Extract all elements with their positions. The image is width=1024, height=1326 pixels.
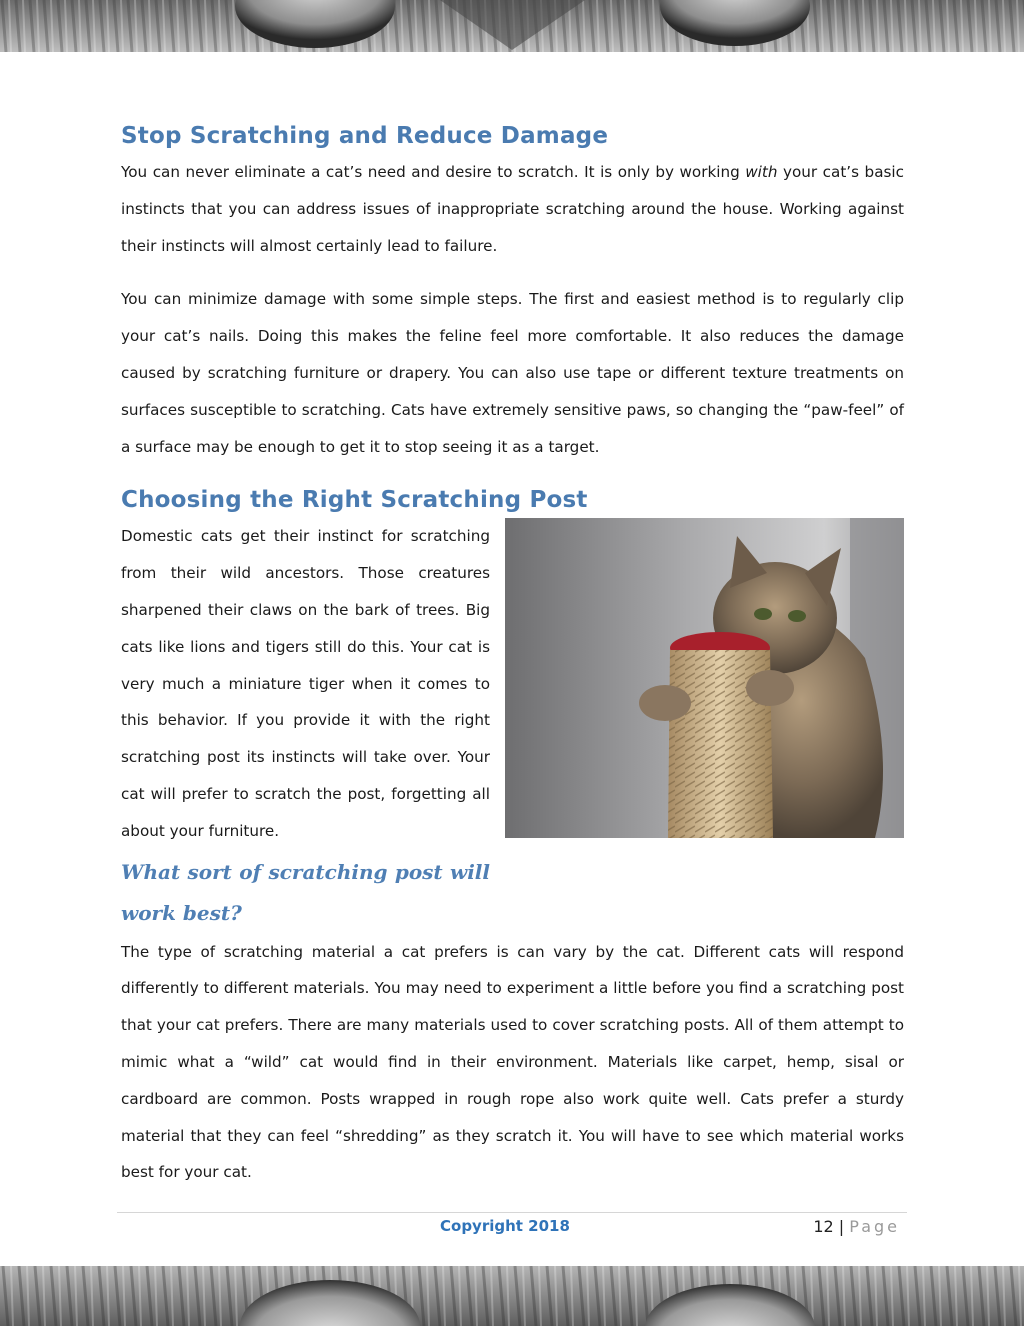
footer-copyright: Copyright 2018 xyxy=(440,1217,570,1235)
section-heading-choosing-post: Choosing the Right Scratching Post xyxy=(121,487,588,514)
page-number: 12 xyxy=(813,1217,834,1236)
top-banner-image xyxy=(0,0,1024,52)
page-word: Page xyxy=(849,1217,900,1236)
footer-page-number xyxy=(813,1217,900,1236)
footer-divider xyxy=(117,1212,907,1213)
paragraph-materials: The type of scratching material a cat prefers is can vary by the cat. Different cats will respond differently to different materials. You may need to experiment a little before you find a scratching post that your cat prefers. There are many materials used to cover scratching posts. All of them attempt to mimic what a “wild” cat would find in their environment. Materials like carpet, hemp, sisal or cardboard are common. Posts wrapped in rough rope also work quite well. Cats prefer a sturdy material that they can feel “shredding” as they scratch it. You will have to see which material works best for your cat. xyxy=(121,942,904,1182)
section-heading-stop-scratching: Stop Scratching and Reduce Damage xyxy=(121,123,609,149)
paragraph-wild-ancestors-text: Domestic cats get their instinct for scratching from their wild ancestors. Those creatures sharpened their claws on the bark of trees. Big cats like lions and tigers still do this. Your cat is very much a miniature tiger when it comes to this behavior. If you provide it with the right scratching post its instincts will take over. Your cat will prefer to scratch the post, forgetting all about your furniture. xyxy=(121,527,490,840)
paragraph-minimize-damage: You can minimize damage with some simple steps. The first and easiest method is to regularly clip your cat’s nails. Doing this makes the feline feel more comfortable. It also reduces the damage caused by scratching furniture or drapery. You can also use tape or different texture treatments on surfaces susceptible to scratching. Cats have extremely sensitive paws, so changing the “paw-feel” of a surface may be enough to get it to stop seeing it as a target. xyxy=(121,290,904,456)
paragraph-wild-ancestors xyxy=(121,518,904,849)
page-separator: | xyxy=(838,1217,845,1236)
paragraph-instincts xyxy=(121,154,904,264)
cat-scratching-post-image xyxy=(505,518,904,838)
emphasis-with: with xyxy=(745,163,778,181)
subheading-what-post: What sort of scratching post will work best? xyxy=(121,859,490,925)
paragraph-instincts-part2: your cat’s basic instincts that you can address issues of inappropriate scratching around the house. Working against their instincts will almost certainly lead to failure. xyxy=(121,163,904,255)
paragraph-instincts-part1: You can never eliminate a cat’s need and desire to scratch. It is only by working xyxy=(121,163,746,181)
page-content xyxy=(121,118,904,1191)
bottom-banner-image xyxy=(0,1266,1024,1326)
